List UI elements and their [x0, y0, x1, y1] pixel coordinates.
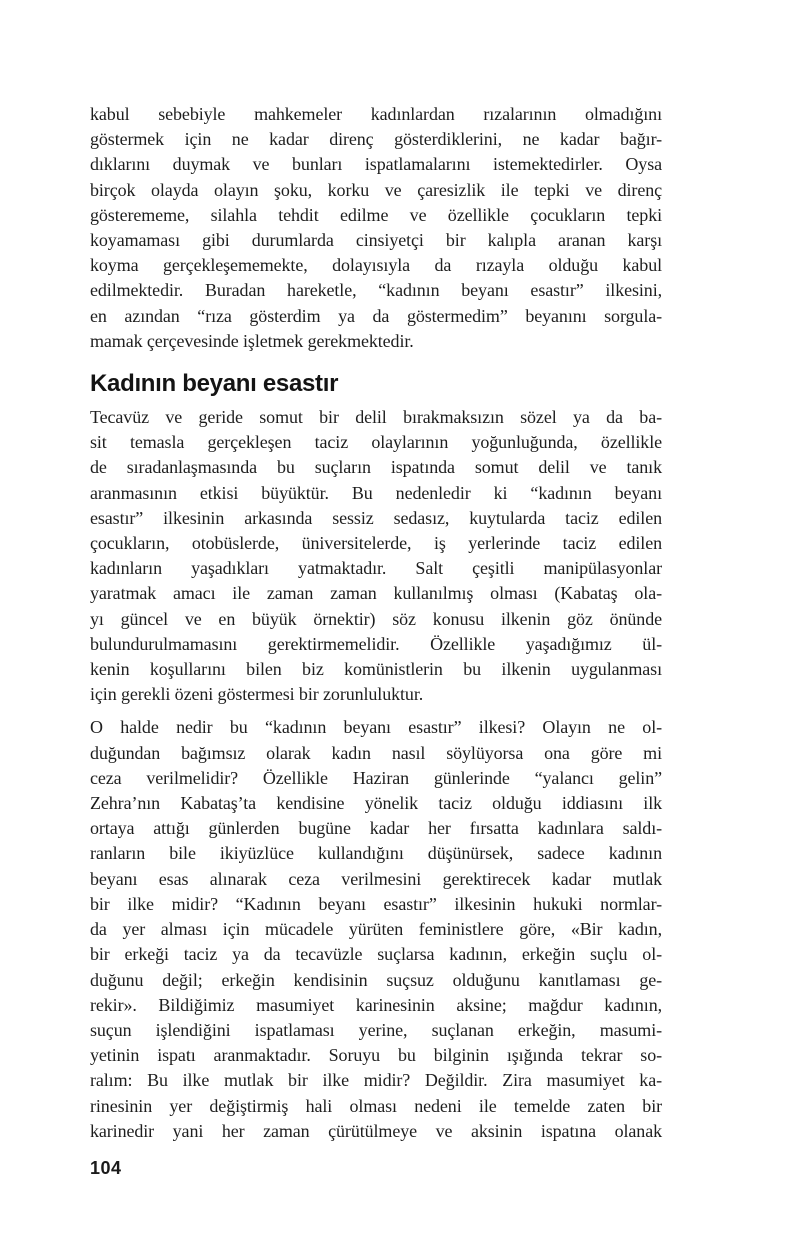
paragraph-2: [90, 405, 662, 707]
text-line: gösterememe, silahla tehdit edilme ve özellikle çocukların tepki: [90, 204, 662, 225]
text-line: kabul sebebiyle mahkemeler kadınlardan rızalarının olmadığını: [90, 104, 662, 124]
text-line: de sıradanlaşmasında bu suçların ispatında somut delil ve tanık: [90, 457, 662, 478]
text-line: ralım: Bu ilke mutlak bir ilke midir? Değildir. Zira masumiyet ka-: [90, 1070, 662, 1091]
text-line: sit temasla gerçekleşen taciz olaylarının yoğunluğunda, özellikle: [90, 432, 662, 453]
text-line: bir ilke midir? “Kadının beyanı esastır” ilkesinin hukuki normlar-: [90, 893, 662, 914]
text-line: Tecavüz ve geride somut bir delil bırakmaksızın sözel ya da ba-: [90, 407, 662, 428]
text-line: göstermek için ne kadar direnç gösterdiklerini, ne kadar bağır-: [90, 129, 662, 150]
page-number: 104: [90, 1158, 122, 1178]
text-line: yı güncel ve en büyük örnektir) söz konusu ilkenin göz önünde: [90, 608, 662, 629]
text-line: rekir». Bildiğimiz masumiyet karinesinin aksine; mağdur kadının,: [90, 994, 662, 1015]
text-line: bir erkeği taciz ya da tecavüzle suçlarsa kadının, erkeğin suçlu ol-: [90, 944, 662, 965]
text-line: koyma gerçekleşememekte, dolayısıyla da rızayla olduğu kabul: [90, 255, 662, 276]
text-line: aranmasının etkisi büyüktür. Bu nedenledir ki “kadının beyanı: [90, 482, 662, 503]
text-line: beyanı esas alınarak ceza verilmesini gerektirecek kadar mutlak: [90, 868, 662, 889]
text-line: Zehra’nın Kabataş’ta kendisine yönelik taciz olduğu iddiasını ilk: [90, 793, 662, 814]
text-line: duğunu değil; erkeğin kendisinin suçsuz olduğunu kanıtlaması ge-: [90, 969, 662, 990]
text-line: karinedir yani her zaman çürütülmeye ve aksinin ispatına olanak: [90, 1120, 662, 1141]
text-line: ortaya attığı günlerden bugüne kadar her fırsatta kadınlara saldı-: [90, 818, 662, 839]
text-line: rinesinin yer değiştirmiş hali olması nedeni ile temelde zaten bir: [90, 1095, 662, 1116]
text-line: birçok olayda olayın şoku, korku ve çaresizlik ile tepki ve direnç: [90, 179, 662, 200]
text-line: edilmektedir. Buradan hareketle, “kadının beyanı esastır” ilkesini,: [90, 280, 662, 301]
text-line: suçun işlendiğini ispatlaması yerine, suçlanan erkeğin, masumi-: [90, 1019, 662, 1040]
text-line: ranların bile ikiyüzlüce kullandığını düşünürsek, sadece kadının: [90, 843, 662, 864]
text-line: en azından “rıza gösterdim ya da göstermedim” beyanını sorgula-: [90, 305, 662, 326]
text-line: çocukların, otobüslerde, üniversitelerde, iş yerlerinde taciz edilen: [90, 533, 662, 554]
text-line: bulundurulmamasını gerektirmemelidir. Özellikle yaşadığımız ül-: [90, 633, 662, 654]
paragraph-1: [90, 102, 662, 354]
text-line: esastır” ilkesinin arkasında sessiz sedasız, kuytularda taciz edilen: [90, 507, 662, 528]
text-line: kadınların yaşadıkları yatmaktadır. Salt çeşitli manipülasyonlar: [90, 558, 662, 579]
text-line: koyamaması gibi durumlarda cinsiyetçi bir kalıpla aranan karşı: [90, 230, 662, 251]
section-heading: Kadının beyanı esastır: [90, 370, 339, 398]
text-line: ceza verilmelidir? Özellikle Haziran günlerinde “yalancı gelin”: [90, 767, 662, 788]
text-line: da yer alması için mücadele yürüten feministlere göre, «Bir kadın,: [90, 919, 662, 940]
text-line: yetinin ispatı aranmaktadır. Soruyu bu bilginin ışığında tekrar so-: [90, 1045, 662, 1066]
text-line: duğundan bağımsız olarak kadın nasıl söylüyorsa ona göre mi: [90, 742, 662, 763]
text-line: O halde nedir bu “kadının beyanı esastır” ilkesi? Olayın ne ol-: [90, 717, 662, 738]
text-line: için gerekli özeni göstermesi bir zorunluluktur.: [90, 684, 424, 705]
text-line: dıklarını duymak ve bunları ispatlamalarını istemektedirler. Oysa: [90, 154, 662, 175]
text-line: mamak çerçevesinde işletmek gerekmektedir.: [90, 330, 414, 351]
text-line: yaratmak amacı ile zaman zaman kullanılmış olması (Kabataş ola-: [90, 583, 662, 604]
paragraph-3: [90, 715, 662, 1143]
text-column: [90, 102, 662, 1144]
text-line: kenin koşullarını bilen biz komünistlerin bu ilkenin uygulanması: [90, 659, 662, 680]
